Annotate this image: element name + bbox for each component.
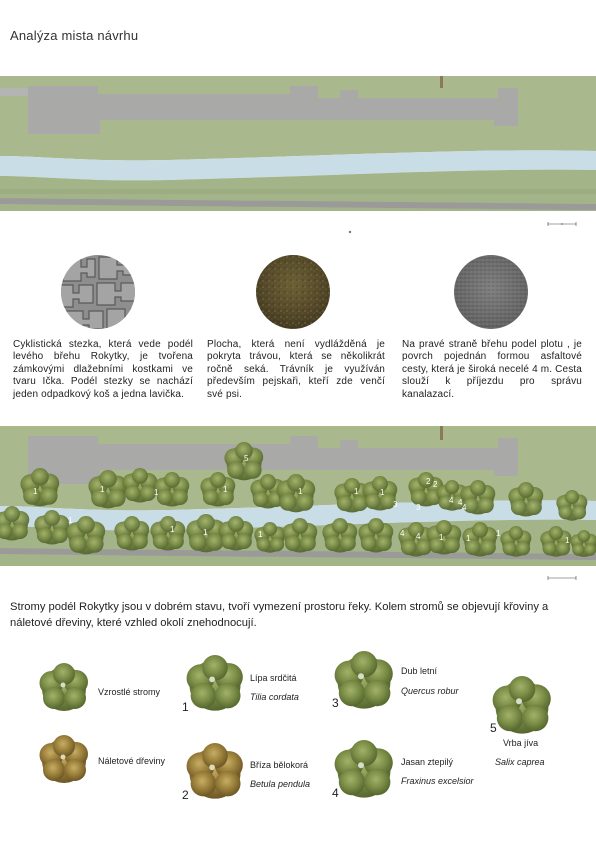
map-tree-number: 4 <box>449 496 454 505</box>
legend-number-4: 4 <box>332 786 339 800</box>
asphalt-description: Na pravé straně břehu podel plotu , je povrch pojednán formou asfaltové cesty, která je široká necelé 4 m. Cesta slouží k příjezdu pro správu kanalazací. <box>402 339 582 400</box>
grass-description: Plocha, která není vydlážděná je pokryta trávou, která se několikrát ročně seká. Trávník je využíván především pejskaři, kteří zde venčí své psi. <box>207 339 385 400</box>
map-tree-number: 1 <box>223 485 228 494</box>
legend-species-5-name: Vrba jíva <box>503 738 539 748</box>
mature-tree-icon <box>34 663 94 718</box>
map-tree-number: 3 <box>416 503 421 512</box>
map-tree-number: 1 <box>496 529 501 538</box>
trees-intro-text: Stromy podél Rokytky jsou v dobrém stavu, tvoří vymezení prostoru řeky. Kolem stromů se objevují křoviny a náletové dřeviny, které vzhled okolí znehodnocují. <box>10 601 549 629</box>
legend-species-4-name: Jasan ztepilý <box>401 757 454 767</box>
legend-species-1-name: Lípa srdčitá <box>250 673 297 683</box>
map-tree-number: 1 <box>203 528 208 537</box>
map-tree-number: 1 <box>33 487 38 496</box>
map-tree-number: 1 <box>354 487 359 496</box>
oak-tree-icon <box>334 651 394 716</box>
map-tree-number: 1 <box>100 485 105 494</box>
map-tree-number: 1 <box>258 530 263 539</box>
map-tree-number: 1 <box>466 534 471 543</box>
map-tree-number: 3 <box>393 500 398 509</box>
legend-species-2-latin: Betula pendula <box>250 779 311 789</box>
map-tree-number: 1 <box>439 533 444 542</box>
map-tree-number: 1 <box>154 488 159 497</box>
map-tree-number: 1 <box>380 488 385 497</box>
map-tree-number: 1 <box>68 516 73 525</box>
legend-number-2: 2 <box>182 788 189 802</box>
legend-number-3: 3 <box>332 696 339 710</box>
legend-number-1: 1 <box>182 700 189 714</box>
paving-texture-icon <box>61 255 135 329</box>
selfsown-tree-icon <box>34 735 94 790</box>
linden-tree-icon <box>186 655 244 718</box>
site-plan-existing <box>0 76 596 236</box>
birch-tree-icon <box>186 743 244 806</box>
willow-tree-icon <box>492 676 552 741</box>
map-tree-number: 5 <box>244 454 249 463</box>
legend-species-3-name: Dub letní <box>401 666 438 676</box>
legend-species-3-latin: Quercus robur <box>401 686 459 696</box>
legend-species-2-name: Bříza bělokorá <box>250 760 309 770</box>
map-tree-number: 2 <box>433 480 438 489</box>
map-tree-number: 4 <box>416 532 421 541</box>
map-tree-number: 1 <box>298 487 303 496</box>
legend-number-5: 5 <box>490 721 497 735</box>
map-tree-number: 1 <box>565 536 570 545</box>
legend-species-4-latin: Fraxinus excelsior <box>401 776 474 786</box>
map-tree-number: 2 <box>426 477 431 486</box>
legend-species-1-latin: Tilia cordata <box>250 692 299 702</box>
grass-texture-icon <box>256 255 330 329</box>
map-tree-number: 4 <box>400 529 405 538</box>
legend-species-5-latin: Salix caprea <box>495 757 545 767</box>
paving-description: Cyklistická stezka, která vede podél levého břehu Rokytky, je tvořena zámkovými dlažebními kostkami ve tvaru Ička. Podél stezky se nachází jeden odpadkový koš a jedna lavička. <box>13 339 193 400</box>
legend-mature-label: Vzrostlé stromy <box>98 687 161 697</box>
asphalt-texture-icon <box>454 255 528 329</box>
map-tree-number: 1 <box>170 525 175 534</box>
ash-tree-icon <box>334 740 394 805</box>
map-tree-number: 4 <box>458 498 463 507</box>
map-tree-number: 4 <box>462 503 467 512</box>
site-plan-trees <box>0 426 596 588</box>
page-title: Analýza mista návrhu <box>10 28 139 43</box>
legend-selfsown-label: Náletové dřeviny <box>98 756 166 766</box>
